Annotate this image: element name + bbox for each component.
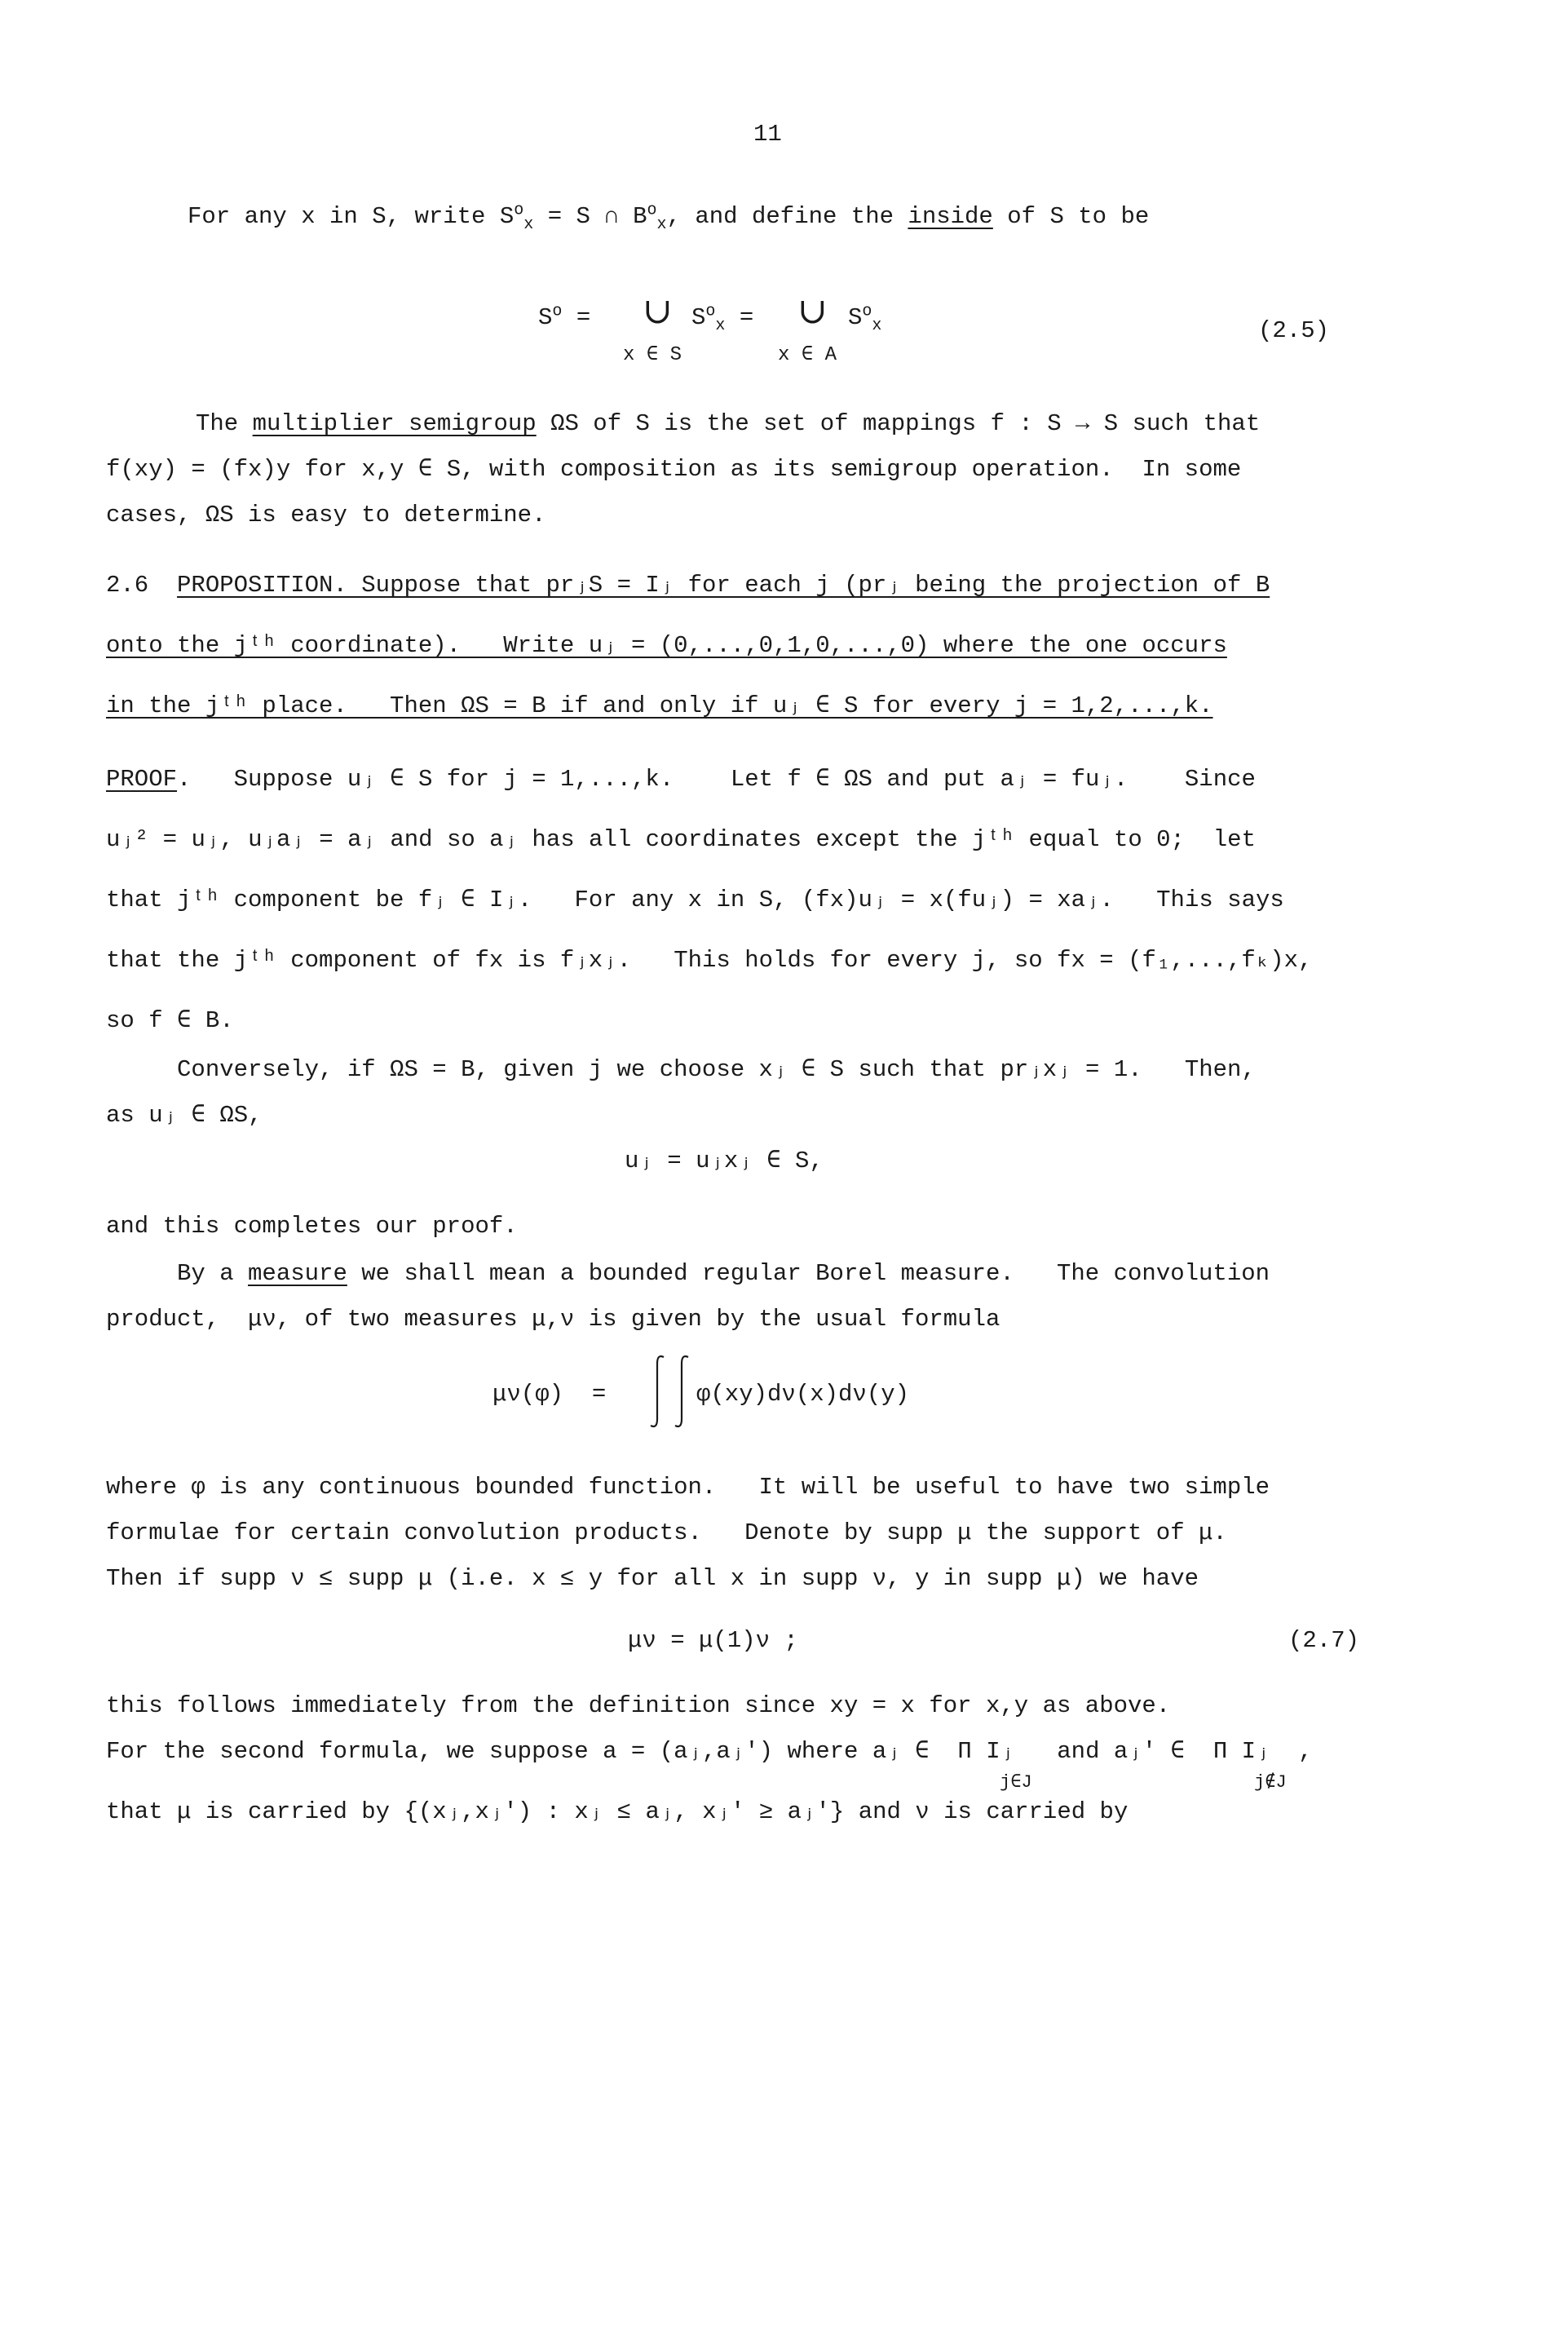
eq-2-5-term1: $S^o_x$ = (691, 302, 768, 335)
equation-label-2-7: (2.7) (1288, 1627, 1360, 1654)
measure-line-1: By a measure we shall mean a bounded regular Borel measure. The convolution (106, 1260, 1270, 1287)
measure-line-4: formulae for certain convolution products. Denote by supp μ the support of μ. (106, 1519, 1227, 1546)
equation-label-2-5: (2.5) (1258, 317, 1330, 344)
proposition-line-3: in the jᵗʰ place. Then ΩS = B if and only if uⱼ ∈ S for every j = 1,2,...,k. (106, 692, 1213, 719)
union-index-2: x ∈ A (778, 344, 837, 366)
proof-line-8: and this completes our proof. (106, 1213, 518, 1240)
measure-line-3: where φ is any continuous bounded function. It will be useful to have two simple (106, 1474, 1270, 1501)
s-sub-x: x (523, 214, 534, 234)
proof-display-equation: uⱼ = uⱼxⱼ ∈ S, (625, 1148, 824, 1174)
proof-line-1: PROOF. Suppose uⱼ ∈ S for j = 1,...,k. Let f ∈ ΩS and put aⱼ = fuⱼ. Since (106, 766, 1256, 793)
inside-lead: For any x in S, write S (188, 203, 515, 230)
proof-line-6: Conversely, if ΩS = B, given j we choose xⱼ ∈ S such that prⱼxⱼ = 1. Then, (106, 1056, 1256, 1083)
measure-term: measure (248, 1260, 347, 1287)
union-symbol-2: ∪ (797, 290, 828, 332)
final-line-1: this follows immediately from the definition since xy = x for x,y as above. (106, 1692, 1171, 1719)
double-integral-sign (649, 1351, 698, 1432)
inside-mid: = S ∩ B (533, 203, 647, 230)
eq-2-5-lhs: $S^o$ = (538, 302, 605, 331)
multiplier-semigroup-term: multiplier semigroup (252, 410, 537, 437)
measure-line-2: product, μν, of two measures μ,ν is given by the usual formula (106, 1306, 1000, 1333)
convolution-lhs: μν(φ) = (492, 1381, 607, 1408)
proof-line-2: uⱼ² = uⱼ, uⱼaⱼ = aⱼ and so aⱼ has all coordinates except the jᵗʰ equal to 0; let (106, 826, 1256, 853)
union-symbol-1: ∪ (643, 290, 673, 332)
proof-line-3: that jᵗʰ component be fⱼ ∈ Iⱼ. For any x in S, (fx)uⱼ = x(fuⱼ) = xaⱼ. This says (106, 887, 1284, 913)
product-index-in-j: j∈J (1000, 1772, 1032, 1793)
final-line-2: For the second formula, we suppose a = (aⱼ,aⱼ′) where aⱼ ∈ Π Iⱼ and aⱼ′ ∈ Π Iⱼ , (106, 1738, 1313, 1765)
b-sup-o: o (647, 201, 657, 220)
convolution-integrand: φ(xy)dν(x)dν(y) (696, 1381, 910, 1408)
inside-definition-line (188, 202, 1149, 232)
eq-2-5-term2: $S^o_x$ (848, 302, 882, 335)
proof-heading: PROOF (106, 766, 178, 793)
measure-line-5: Then if supp ν ≤ supp μ (i.e. x ≤ y for all x in supp ν, y in supp μ) we have (106, 1565, 1199, 1592)
proposition-number: 2.6 (106, 572, 149, 599)
multiplier-line-3: cases, ΩS is easy to determine. (106, 502, 546, 528)
page-number: 11 (753, 121, 782, 148)
final-line-3: that μ is carried by {(xⱼ,xⱼ′) : xⱼ ≤ aⱼ, xⱼ′ ≥ aⱼ′} and ν is carried by (106, 1798, 1129, 1825)
multiplier-line-1: The multiplier semigroup ΩS of S is the set of mappings f : S → S such that (196, 410, 1261, 437)
proposition-line-2: onto the jᵗʰ coordinate). Write uⱼ = (0,...,0,1,0,...,0) where the one occurs (106, 632, 1227, 659)
union-index-1: x ∈ S (623, 344, 682, 366)
proposition-heading: PROPOSITION (177, 572, 333, 599)
equation-2-7: μν = μ(1)ν ; (628, 1627, 798, 1654)
inside-term: inside (908, 203, 993, 230)
proposition-line-1: 2.6 PROPOSITION. Suppose that prⱼS = Iⱼ for each j (prⱼ being the projection of B (106, 572, 1270, 599)
inside-tail: , and define the (666, 203, 908, 230)
product-index-not-in-j: j∉J (1254, 1772, 1287, 1793)
s-sup-o: o (514, 201, 524, 220)
b-sub-x: x (656, 214, 667, 234)
proof-line-4: that the jᵗʰ component of fx is fⱼxⱼ. This holds for every j, so fx = (f₁,...,fₖ)x, (106, 947, 1313, 974)
proof-line-5: so f ∈ B. (106, 1007, 234, 1034)
inside-end: of S to be (992, 203, 1150, 230)
proof-line-7: as uⱼ ∈ ΩS, (106, 1102, 263, 1129)
multiplier-line-2: f(xy) = (fx)y for x,y ∈ S, with composition as its semigroup operation. In some (106, 456, 1242, 483)
